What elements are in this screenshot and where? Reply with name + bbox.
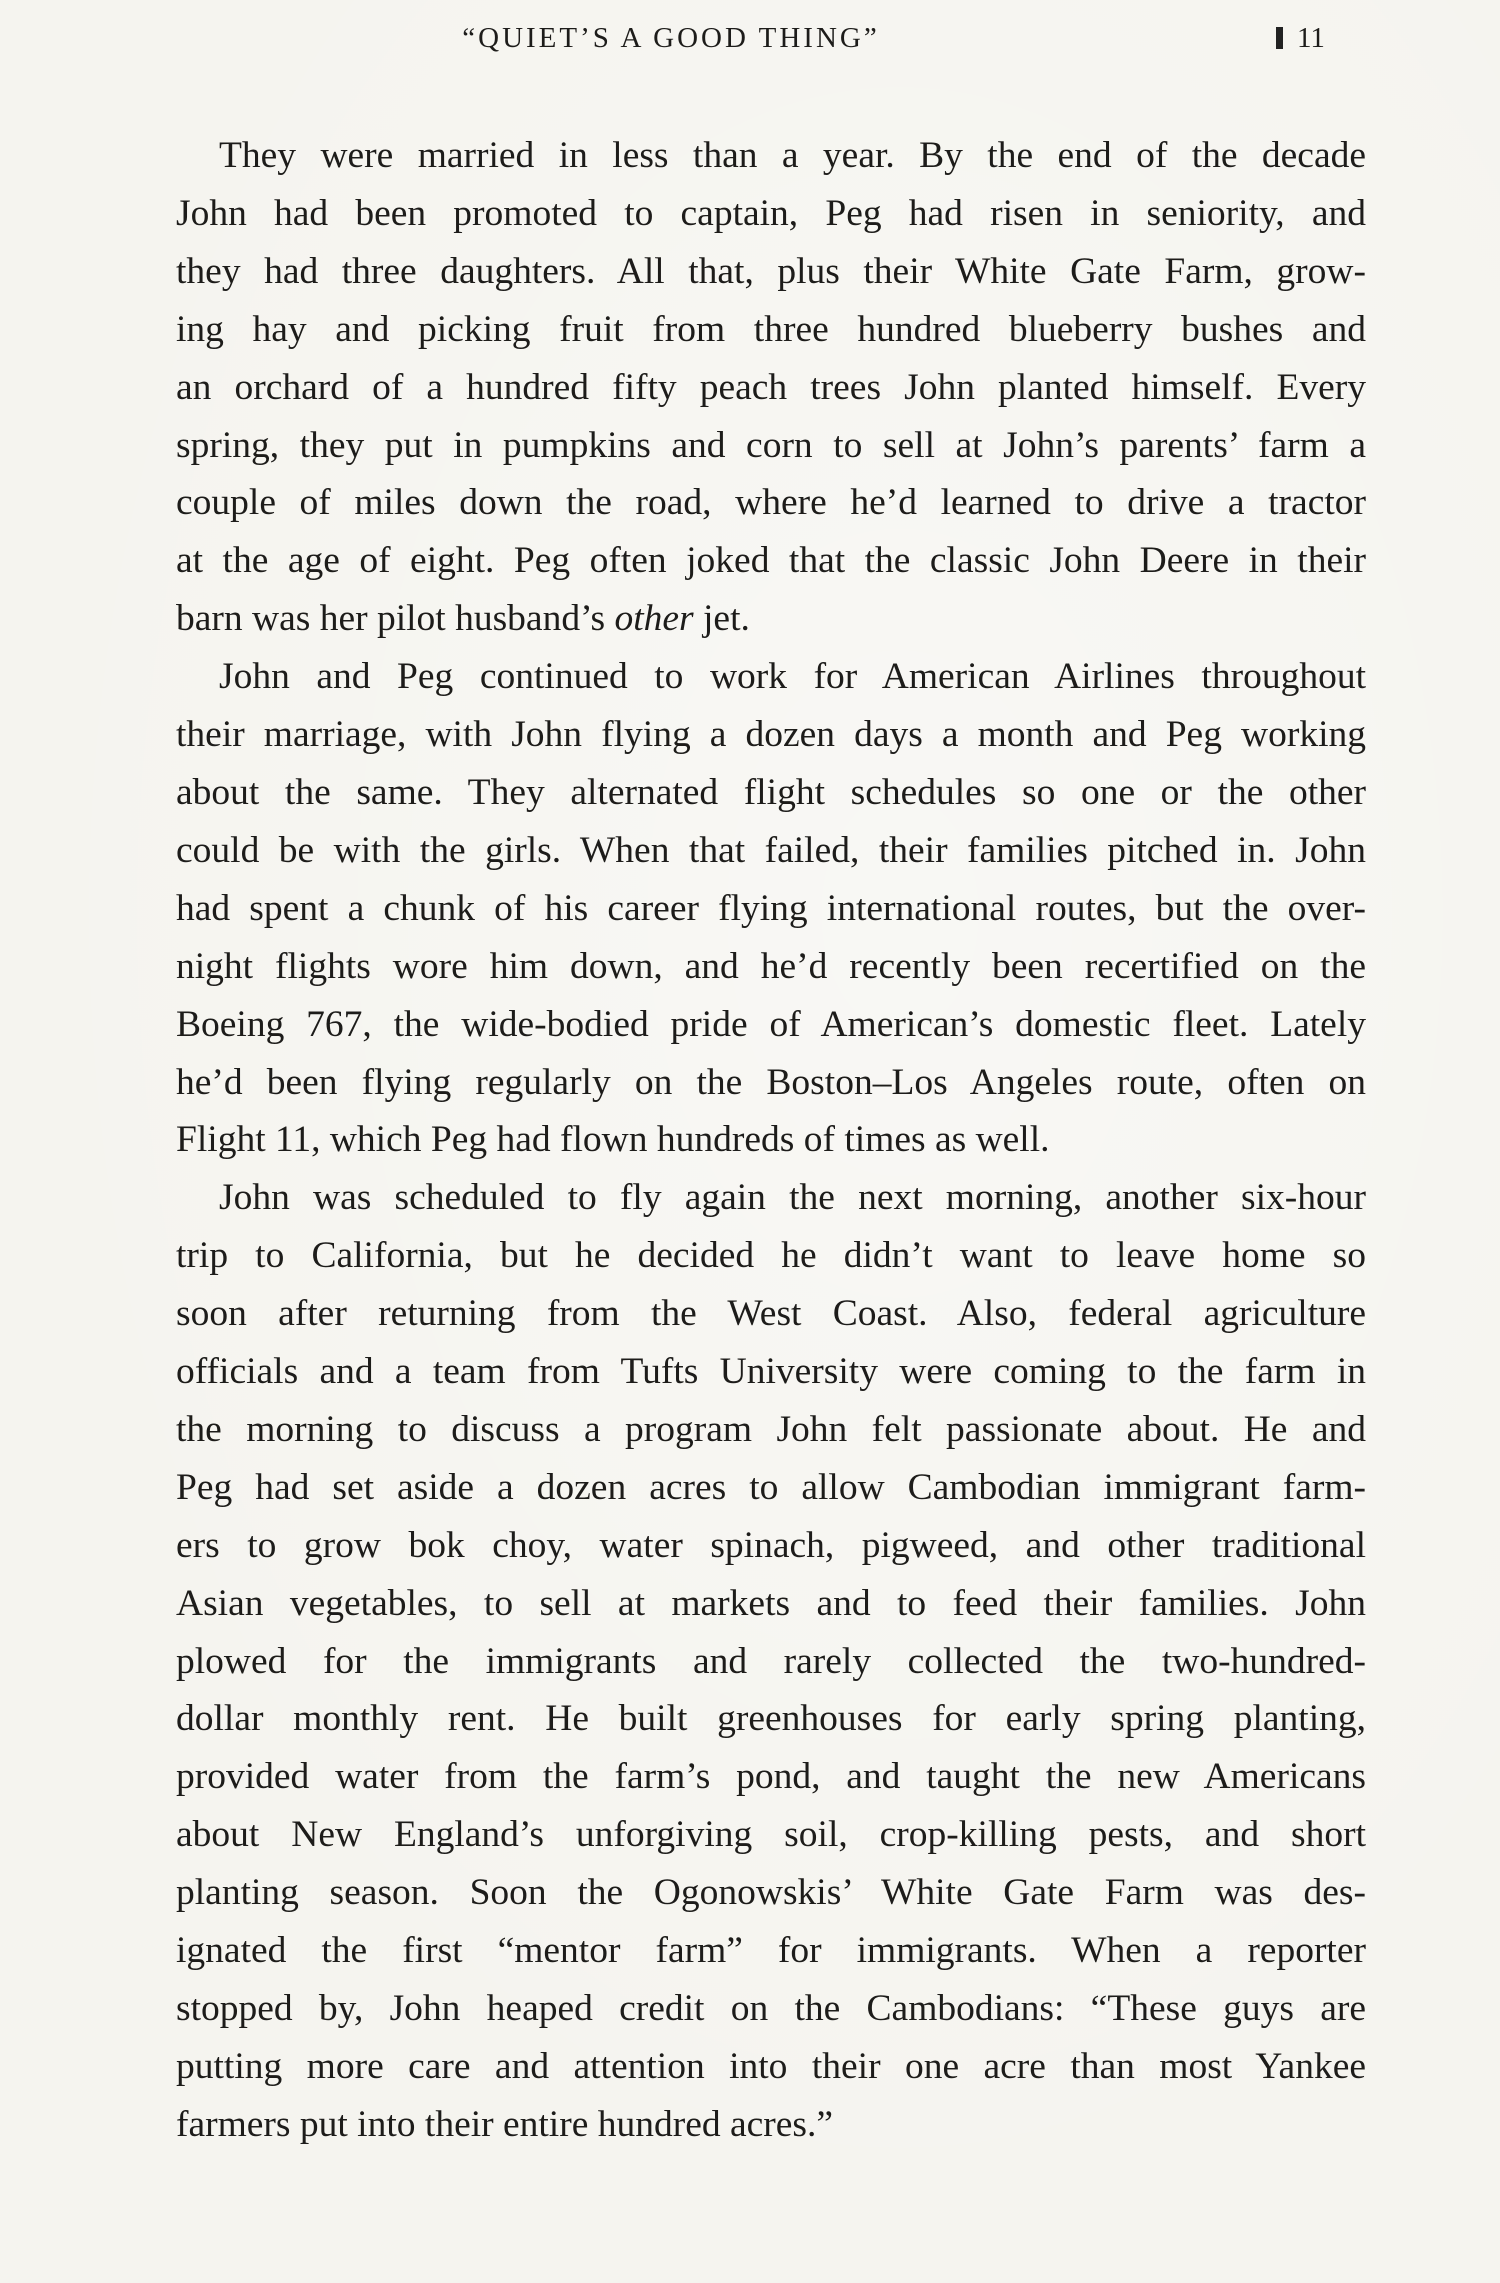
- text-line: had spent a chunk of his career flying international routes, but the over-: [176, 887, 1366, 929]
- paragraph-1: [176, 127, 1366, 648]
- paragraph-3: [176, 1169, 1366, 2153]
- running-header: [0, 22, 1500, 72]
- text-line: plowed for the immigrants and rarely collected the two-hundred-: [176, 1640, 1366, 1682]
- text-line: They were married in less than a year. By the end of the decade: [219, 135, 1366, 176]
- text-line: officials and a team from Tufts University were coming to the farm in: [176, 1351, 1366, 1393]
- text-line: he’d been flying regularly on the Boston–Los Angeles route, often on: [176, 1061, 1366, 1103]
- text-line: stopped by, John heaped credit on the Cambodians: “These guys are: [176, 1988, 1366, 2029]
- text-line: planting season. Soon the Ogonowskis’ White Gate Farm was des-: [176, 1872, 1366, 1914]
- text-line: Asian vegetables, to sell at markets and to feed their families. John: [176, 1582, 1366, 1624]
- text-line: [176, 590, 1366, 648]
- body-text: [176, 127, 1366, 2154]
- text-run: barn was her pilot husband’s: [176, 598, 615, 640]
- text-line: the morning to discuss a program John felt passionate about. He and: [176, 1408, 1366, 1450]
- paragraph-2: [176, 648, 1366, 1169]
- text-line: their marriage, with John flying a dozen days a month and Peg working: [176, 714, 1366, 756]
- text-line: night flights wore him down, and he’d recently been recertified on the: [176, 945, 1366, 987]
- text-line: an orchard of a hundred fifty peach trees John planted himself. Every: [176, 366, 1366, 408]
- text-line: John had been promoted to captain, Peg had risen in seniority, and: [176, 192, 1366, 234]
- text-line: ing hay and picking fruit from three hundred blueberry bushes and: [176, 308, 1366, 350]
- text-run: jet.: [693, 598, 750, 640]
- text-line: provided water from the farm’s pond, and taught the new Americans: [176, 1756, 1366, 1798]
- text-line: could be with the girls. When that failed, their families pitched in. John: [176, 829, 1366, 871]
- text-line: John was scheduled to fly again the next morning, another six-hour: [219, 1177, 1366, 1219]
- text-line: farmers put into their entire hundred acres.”: [176, 2103, 834, 2145]
- text-line: dollar monthly rent. He built greenhouses for early spring planting,: [176, 1698, 1366, 1740]
- text-line: trip to California, but he decided he didn’t want to leave home so: [176, 1235, 1366, 1277]
- text-line: they had three daughters. All that, plus their White Gate Farm, grow-: [176, 250, 1366, 292]
- text-line: couple of miles down the road, where he’d learned to drive a tractor: [176, 482, 1366, 524]
- text-line: John and Peg continued to work for American Airlines throughout: [219, 656, 1366, 698]
- text-line: putting more care and attention into their one acre than most Yankee: [176, 2045, 1366, 2087]
- text-line: Peg had set aside a dozen acres to allow Cambodian immigrant farm-: [176, 1466, 1366, 1508]
- text-line: at the age of eight. Peg often joked that the classic John Deere in their: [176, 540, 1366, 582]
- text-line: ignated the first “mentor farm” for immigrants. When a reporter: [176, 1930, 1366, 1972]
- page-number: 11: [1297, 22, 1325, 54]
- text-line: ers to grow bok choy, water spinach, pigweed, and other traditional: [176, 1524, 1366, 1566]
- text-line: about the same. They alternated flight schedules so one or the other: [176, 771, 1366, 813]
- text-line: spring, they put in pumpkins and corn to sell at John’s parents’ farm a: [176, 424, 1366, 466]
- text-line: soon after returning from the West Coast. Also, federal agriculture: [176, 1293, 1366, 1335]
- page-number-block: [1276, 22, 1325, 55]
- text-line: Boeing 767, the wide-bodied pride of American’s domestic fleet. Lately: [176, 1003, 1366, 1045]
- folio-mark-icon: [1276, 27, 1283, 49]
- italic-word: other: [614, 598, 694, 640]
- running-title: “QUIET’S A GOOD THING”: [462, 22, 880, 54]
- text-line: Flight 11, which Peg had flown hundreds of times as well.: [176, 1119, 1050, 1161]
- text-line: about New England’s unforgiving soil, crop-killing pests, and short: [176, 1814, 1366, 1856]
